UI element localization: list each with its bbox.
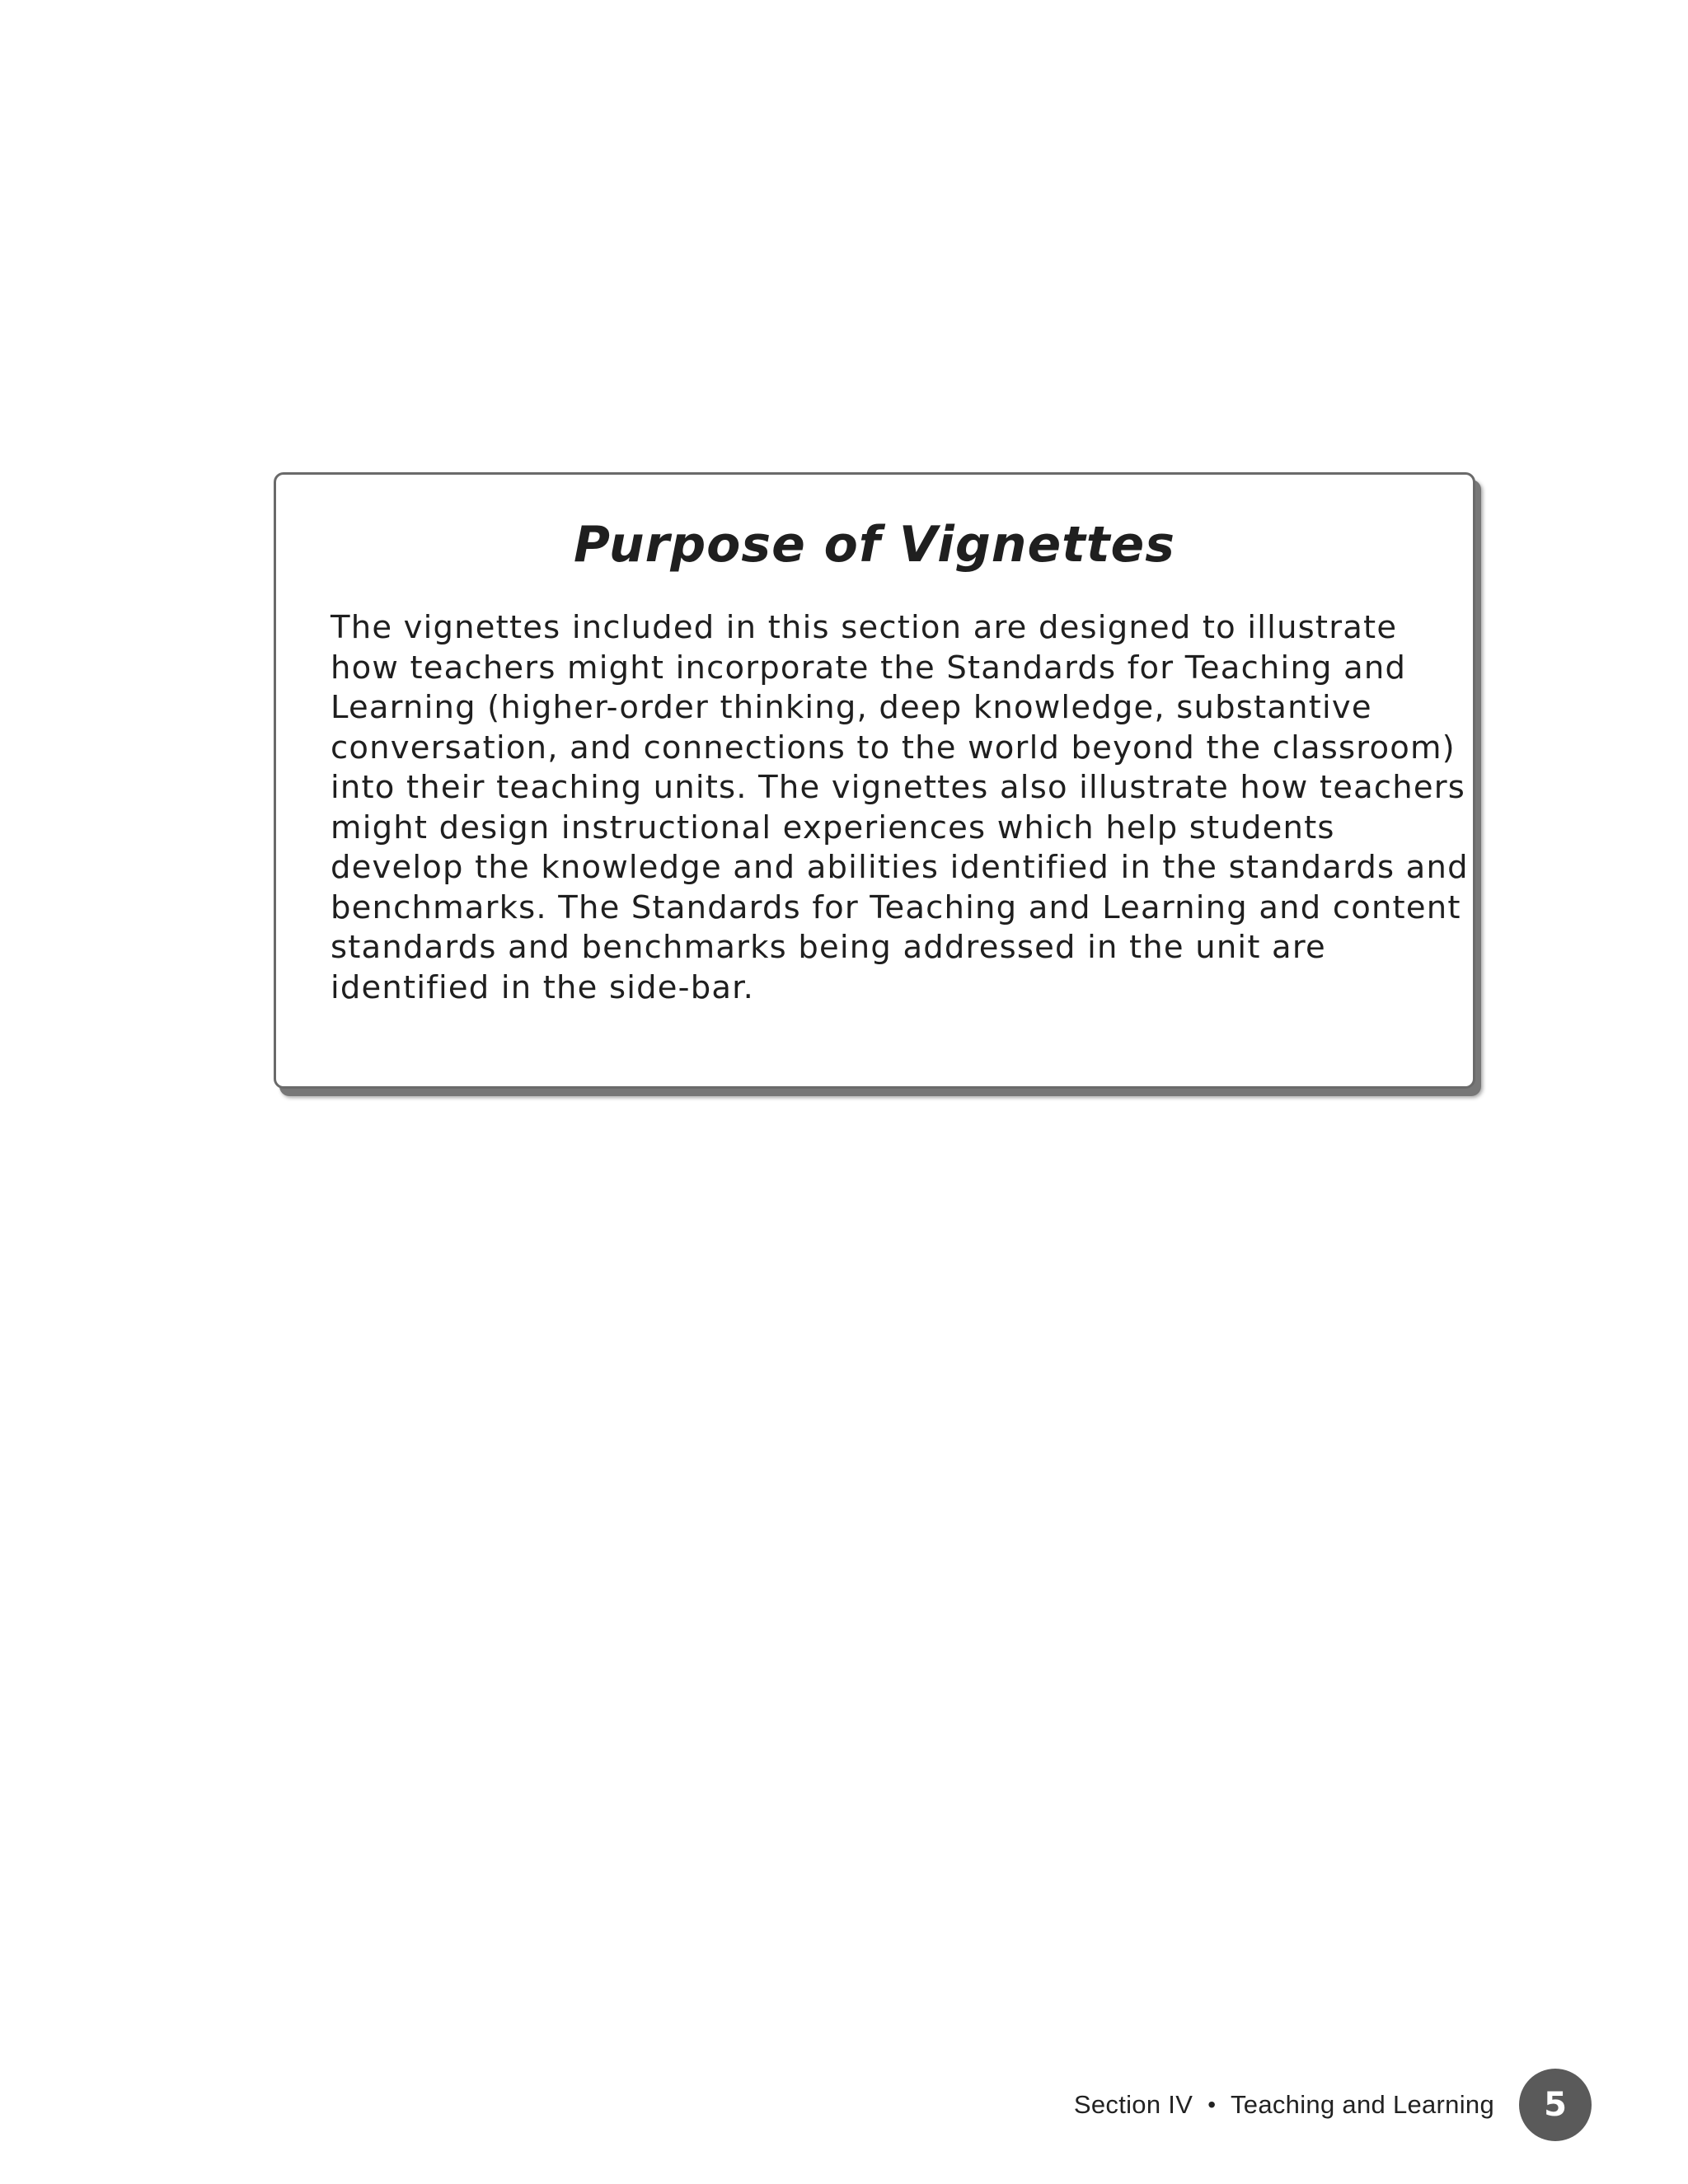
- purpose-callout-box: [274, 472, 1475, 1089]
- footer-section-title: Teaching and Learning: [1231, 2090, 1494, 2119]
- callout-paragraph: [331, 608, 1469, 1008]
- paragraph-line: standards and benchmarks being addressed in the unit are: [331, 929, 1326, 966]
- paragraph-line: how teachers might incorporate the Standards for Teaching and: [331, 649, 1407, 687]
- paragraph-line: develop the knowledge and abilities identified in the standards and: [331, 849, 1469, 886]
- footer-bullet-separator: •: [1207, 2092, 1216, 2117]
- page-number: 5: [1544, 2086, 1567, 2124]
- paragraph-line: The vignettes included in this section are designed to illustrate: [331, 609, 1398, 646]
- page-footer: [1074, 2069, 1592, 2141]
- page-number-badge: [1519, 2069, 1592, 2141]
- paragraph-line: into their teaching units. The vignettes also illustrate how teachers: [331, 769, 1466, 806]
- paragraph-line: conversation, and connections to the world beyond the classroom): [331, 729, 1456, 766]
- footer-section-label: Section IV: [1073, 2090, 1193, 2119]
- paragraph-line: Learning (higher-order thinking, deep knowledge, substantive: [331, 689, 1372, 726]
- paragraph-line: identified in the side-bar.: [331, 968, 755, 1006]
- paragraph-line: benchmarks. The Standards for Teaching and Learning and content: [331, 888, 1461, 926]
- callout-title: Purpose of Vignettes: [574, 516, 1175, 574]
- paragraph-line: might design instructional experiences which help students: [331, 808, 1335, 846]
